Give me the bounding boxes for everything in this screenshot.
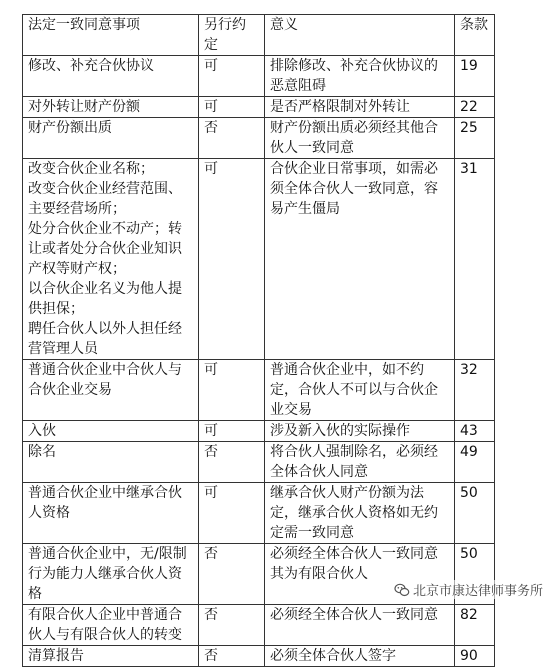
cell-meaning: 排除修改、补充合伙协议的恶意阻碍: [265, 56, 455, 97]
cell-matter: 普通合伙企业中继承合伙人资格: [23, 483, 199, 544]
consent-matters-table: [22, 14, 495, 667]
table-header-row: [23, 15, 495, 56]
table-row: [23, 118, 495, 159]
cell-clause: 19: [455, 56, 495, 97]
table-row: [23, 97, 495, 118]
table-row: [23, 646, 495, 667]
header-matter: 法定一致同意事项: [23, 15, 199, 56]
table-row: [23, 483, 495, 544]
cell-meaning: 继承合伙人财产份额为法定，继承合伙人资格如无约定需一致同意: [265, 483, 455, 544]
table-row: [23, 442, 495, 483]
cell-matter: 清算报告: [23, 646, 199, 667]
cell-clause: 25: [455, 118, 495, 159]
cell-clause: 90: [455, 646, 495, 667]
cell-matter: 普通合伙企业中合伙人与合伙企业交易: [23, 360, 199, 421]
cell-matter: 普通合伙企业中，无/限制行为能力人继承合伙人资格: [23, 544, 199, 605]
cell-agreement: 可: [199, 56, 265, 97]
cell-clause: 82: [455, 605, 495, 646]
cell-clause: 22: [455, 97, 495, 118]
cell-matter: 修改、补充合伙协议: [23, 56, 199, 97]
cell-meaning: 必须经全体合伙人一致同意其为有限合伙人: [265, 544, 455, 605]
watermark: [394, 580, 543, 599]
cell-meaning: 是否严格限制对外转让: [265, 97, 455, 118]
cell-clause: 50: [455, 544, 495, 605]
cell-meaning: 普通合伙企业中，如不约定，合伙人不可以与合伙企业交易: [265, 360, 455, 421]
table-row: [23, 421, 495, 442]
table-body: [23, 56, 495, 667]
cell-clause: 43: [455, 421, 495, 442]
cell-matter: 入伙: [23, 421, 199, 442]
table-row: [23, 56, 495, 97]
cell-agreement: 可: [199, 421, 265, 442]
cell-clause: 50: [455, 483, 495, 544]
table-row: [23, 605, 495, 646]
cell-meaning: 将合伙人强制除名，必须经全体合伙人同意: [265, 442, 455, 483]
cell-clause: 31: [455, 159, 495, 360]
header-meaning: 意义: [265, 15, 455, 56]
cell-meaning: 必须全体合伙人签字: [265, 646, 455, 667]
cell-agreement: 否: [199, 442, 265, 483]
cell-agreement: 可: [199, 360, 265, 421]
watermark-text: 北京市康达律师事务所: [412, 584, 543, 599]
wechat-icon: [394, 582, 410, 598]
header-clause: 条款: [455, 15, 495, 56]
cell-agreement: 否: [199, 118, 265, 159]
cell-agreement: 可: [199, 483, 265, 544]
cell-matter: 财产份额出质: [23, 118, 199, 159]
cell-clause: 32: [455, 360, 495, 421]
cell-matter: 对外转让财产份额: [23, 97, 199, 118]
cell-clause: 49: [455, 442, 495, 483]
header-agreement: 另行约定: [199, 15, 265, 56]
cell-matter: 有限合伙人企业中普通合伙人与有限合伙人的转变: [23, 605, 199, 646]
cell-agreement: 否: [199, 544, 265, 605]
cell-meaning: 财产份额出质必须经其他合伙人一致同意: [265, 118, 455, 159]
cell-agreement: 否: [199, 605, 265, 646]
table-row: [23, 159, 495, 360]
table-row: [23, 360, 495, 421]
cell-agreement: 否: [199, 646, 265, 667]
cell-meaning: 涉及新入伙的实际操作: [265, 421, 455, 442]
cell-agreement: 可: [199, 97, 265, 118]
cell-matter: 改变合伙企业名称； 改变合伙企业经营范围、主要经营场所； 处分合伙企业不动产；转让或者处分合伙企业知识产权等财产权； 以合伙企业名义为他人提供担保； 聘任合伙人以外人担任经营管理人员: [23, 159, 199, 360]
cell-meaning: 合伙企业日常事项，如需必须全体合伙人一致同意，容易产生僵局: [265, 159, 455, 360]
cell-meaning: 必须经全体合伙人一致同意: [265, 605, 455, 646]
cell-agreement: 可: [199, 159, 265, 360]
cell-matter: 除名: [23, 442, 199, 483]
